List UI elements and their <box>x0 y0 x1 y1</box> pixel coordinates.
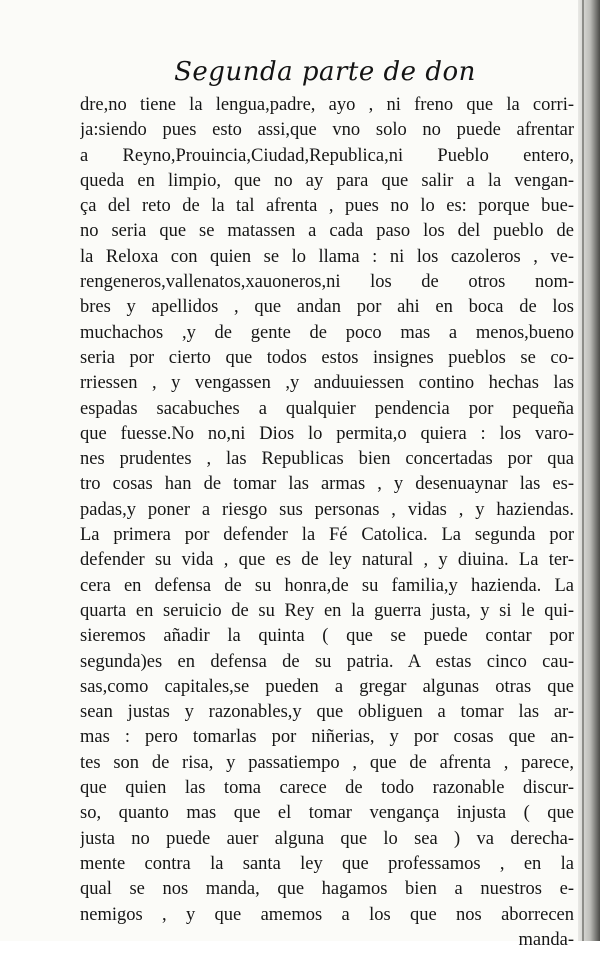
text-line: espadas sacabuches a qualquier pendencia por pequeña <box>80 398 574 419</box>
text-line: quarta en seruicio de su Rey en la guerra justa, y si le qui- <box>80 600 574 621</box>
text-line: tes son de risa, y passatiempo , que de afrenta , parece, <box>80 752 574 773</box>
text-line: nes prudentes , las Republicas bien concertadas por qua <box>80 449 574 470</box>
text-line: ça del reto de la tal afrenta , pues no lo es: porque bue- <box>80 196 574 217</box>
running-head: Segunda parte de don <box>174 57 476 87</box>
text-line: queda en limpio, que no ay para que salir a la vengan- <box>80 170 574 191</box>
text-line: sas,como capitales,se pueden a gregar algunas otras que <box>80 676 574 697</box>
text-line: defender su vida , que es de ley natural , y diuina. La ter- <box>80 550 574 571</box>
text-line: sean justas y razonables,y que obliguen a tomar las ar- <box>80 702 574 723</box>
text-line: que quien las toma carece de todo razonable discur- <box>80 778 574 799</box>
text-line: que fuesse.No no,ni Dios lo permita,o quiera : los varo- <box>80 423 574 444</box>
text-line: a Reyno,Prouincia,Ciudad,Republica,ni Pueblo entero, <box>80 145 574 166</box>
text-line: cera en defensa de su honra,de su familia,y hazienda. La <box>80 575 574 596</box>
text-line: muchachos ,y de gente de poco mas a menos,bueno <box>80 322 574 343</box>
text-line: qual se nos manda, que hagamos bien a nuestros e- <box>80 879 574 900</box>
body-text <box>80 93 574 953</box>
text-line: mas : pero tomarlas por niñerias, y por cosas que an- <box>80 727 574 748</box>
text-line: dre,no tiene la lengua,padre, ayo , ni freno que la corri- <box>80 95 574 115</box>
text-line: so, quanto mas que el tomar vengança injusta ( que <box>80 803 574 824</box>
text-line: rriessen , y vengassen ,y anduuiessen contino hechas las <box>80 373 574 394</box>
text-line: segunda)es en defensa de su patria. A estas cinco cau- <box>80 651 574 672</box>
text-line: bres y apellidos , que andan por ahi en boca de los <box>80 297 574 318</box>
text-line: La primera por defender la Fé Catolica. La segunda por <box>80 525 574 546</box>
text-line: seria por cierto que todos estos insignes pueblos se co- <box>80 347 574 368</box>
text-line: ja:siendo pues esto assi,que vno solo no puede afrentar <box>80 120 574 141</box>
text-line: padas,y poner a riesgo sus personas , vidas , y haziendas. <box>80 499 574 520</box>
text-line: la Reloxa con quien se lo llama : ni los cazoleros , ve- <box>80 246 574 267</box>
text-line: mente contra la santa ley que professamos , en la <box>80 853 574 874</box>
text-line: justa no puede auer alguna que lo sea ) va derecha- <box>80 828 574 849</box>
text-line: sieremos añadir la quinta ( que se puede contar por <box>80 626 574 647</box>
catchword: manda- <box>518 929 574 950</box>
text-line: nemigos , y que amemos a los que nos aborrecen <box>80 904 574 925</box>
text-line: no seria que se matassen a cada paso los del pueblo de <box>80 221 574 242</box>
text-line: tro cosas han de tomar las armas , y desenuaynar las es- <box>80 474 574 495</box>
page-edge-line <box>582 0 584 941</box>
text-line: rengeneros,vallenatos,xauoneros,ni los de otros nom- <box>80 272 574 293</box>
